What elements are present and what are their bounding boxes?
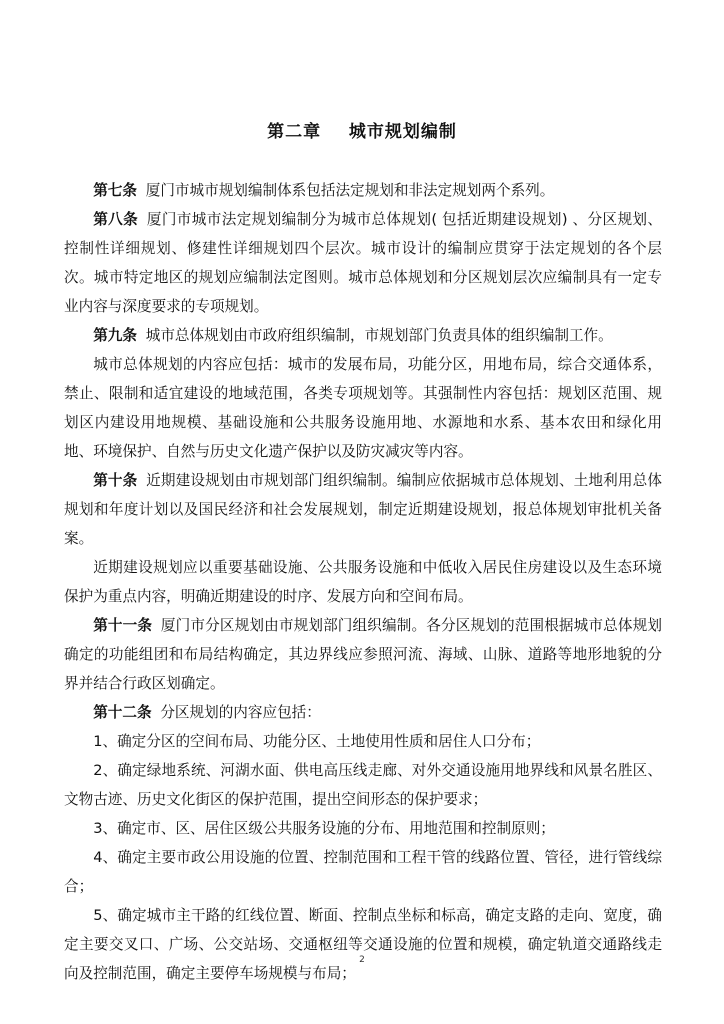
paragraph <box>64 350 662 466</box>
article-7 <box>64 176 662 205</box>
article-text: 厦门市城市法定规划编制分为城市总体规划( 包括近期建设规划) 、分区规划、控制性详细规划、修建性详细规划四个层次。城市设计的编制应贯穿于法定规划的各个层次。城市特定地区的规划应编制法定图则。城市总体规划和分区规划层次应编制具有一定专业内容与深度要求的专项规划。 <box>64 211 662 315</box>
article-label: 第九条 <box>93 327 137 344</box>
chapter-title: 第二章 城市规划编制 <box>267 122 457 142</box>
article-text: 厦门市分区规划由市规划部门组织编制。各分区规划的范围根据城市总体规划确定的功能组团和布局结构确定，其边界线应参照河流、海域、山脉、道路等地形地貌的分界并结合行政区划确定。 <box>64 617 662 692</box>
list-item-text: 3、确定市、区、居住区级公共服务设施的分布、用地范围和控制原则； <box>93 820 555 837</box>
list-item-text: 4、确定主要市政公用设施的位置、控制范围和工程干管的线路位置、管径，进行管线综合； <box>64 849 662 895</box>
article-label: 第十二条 <box>93 704 152 721</box>
list-item <box>64 901 662 988</box>
paragraph <box>64 553 662 611</box>
article-label: 第十一条 <box>93 617 153 634</box>
list-item <box>64 843 662 901</box>
list-item <box>64 727 662 756</box>
article-label: 第十条 <box>93 472 138 489</box>
list-item <box>64 756 662 814</box>
list-item-text: 1、确定分区的空间布局、功能分区、土地使用性质和居住人口分布； <box>93 733 541 750</box>
article-text: 厦门市城市规划编制体系包括法定规划和非法定规划两个系列。 <box>145 182 555 199</box>
document-body <box>64 176 662 988</box>
article-text: 分区规划的内容应包括： <box>160 704 321 721</box>
article-12 <box>64 698 662 727</box>
article-9 <box>64 321 662 350</box>
article-label: 第八条 <box>93 211 139 228</box>
list-item <box>64 814 662 843</box>
page-number: 2 <box>359 955 365 965</box>
paragraph-text: 城市总体规划的内容应包括：城市的发展布局，功能分区，用地布局，综合交通体系，禁止、限制和适宜建设的地域范围，各类专项规划等。其强制性内容包括：规划区范围、规划区内建设用地规模、基础设施和公共服务设施用地、水源地和水系、基本农田和绿化用地、环境保护、自然与历史文化遗产保护以及防灾减灾等内容。 <box>64 356 662 460</box>
list-item-text: 2、确定绿地系统、河湖水面、供电高压线走廊、对外交通设施用地界线和风景名胜区、文物古迹、历史文化街区的保护范围，提出空间形态的保护要求； <box>64 762 662 808</box>
article-8 <box>64 205 662 321</box>
paragraph-text: 近期建设规划应以重要基础设施、公共服务设施和中低收入居民住房建设以及生态环境保护为重点内容，明确近期建设的时序、发展方向和空间布局。 <box>64 559 662 605</box>
article-10 <box>64 466 662 553</box>
article-11 <box>64 611 662 698</box>
article-text: 城市总体规划由市政府组织编制，市规划部门负责具体的组织编制工作。 <box>145 327 613 344</box>
list-item-text: 5、确定城市主干路的红线位置、断面、控制点坐标和标高，确定支路的走向、宽度，确定主要交叉口、广场、公交站场、交通枢纽等交通设施的位置和规模，确定轨道交通路线走向及控制范围，确定主要停车场规模与布局； <box>64 907 662 982</box>
article-text: 近期建设规划由市规划部门组织编制。编制应依据城市总体规划、土地利用总体规划和年度计划以及国民经济和社会发展规划，制定近期建设规划，报总体规划审批机关备案。 <box>64 472 662 547</box>
article-label: 第七条 <box>93 182 137 199</box>
